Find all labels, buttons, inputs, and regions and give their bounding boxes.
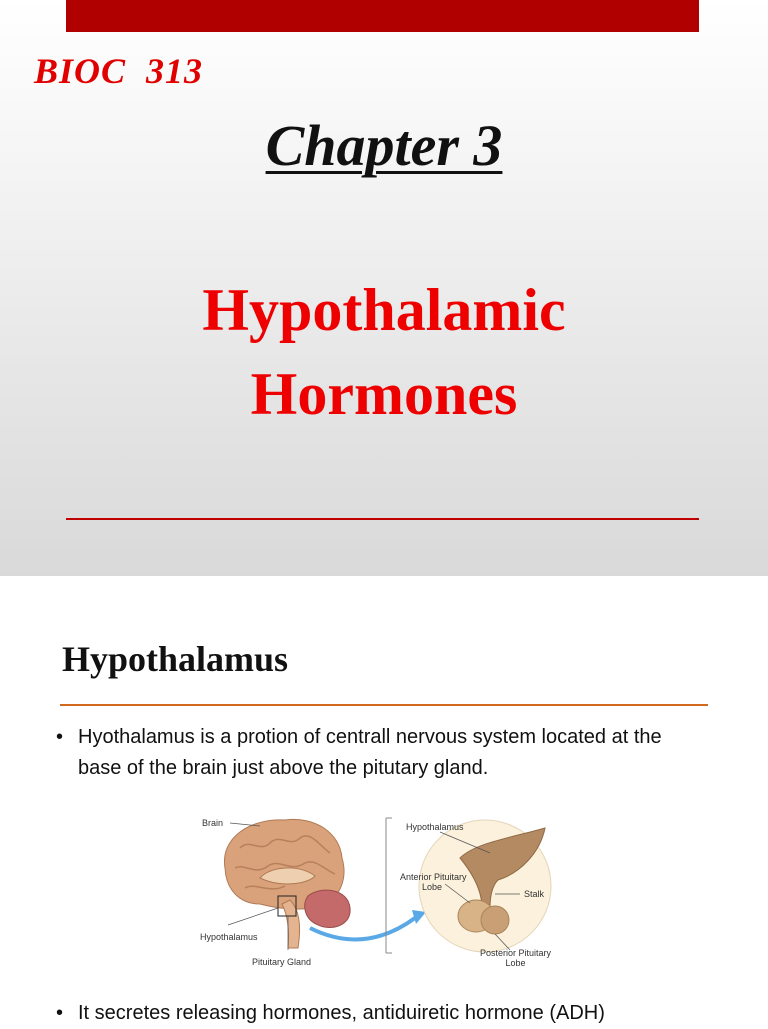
brain-illustration (190, 808, 570, 968)
bullet-text: Hyothalamus is a protion of centrall nervous system located at the base of the brain just above the pitutary gland. (78, 726, 662, 779)
label-hypothalamus-left: Hypothalamus (200, 932, 258, 942)
label-posterior-line2: Lobe (505, 958, 526, 968)
label-anterior-line1: Anterior Pituitary (400, 872, 467, 882)
chapter-heading: Chapter 3 (265, 113, 503, 178)
label-anterior-pituitary (400, 872, 467, 892)
label-posterior-line1: Posterior Pituitary (480, 948, 552, 958)
top-accent-bar (66, 0, 699, 32)
slide-heading: Hypothalamus (62, 639, 289, 679)
label-pituitary-gland: Pituitary Gland (252, 957, 312, 967)
label-posterior-pituitary (480, 948, 551, 968)
label-hypothalamus-right: Hypothalamus (406, 822, 464, 832)
heading-underline (60, 704, 708, 706)
bullet-item (56, 998, 698, 1029)
course-code: BIOC 313 (34, 51, 204, 91)
bullet-text: It secretes releasing hormones, antiduiretic hormone (ADH) (78, 1002, 605, 1024)
bullet-item (56, 722, 698, 784)
bullet-icon: • (56, 1002, 64, 1024)
divider-line (66, 518, 699, 520)
brain-diagram (190, 808, 570, 968)
slide-title-line-1: Hypothalamic (202, 277, 566, 343)
label-brain: Brain (202, 818, 224, 828)
content-slide (0, 576, 768, 1024)
slide-title-line-2: Hormones (250, 361, 518, 427)
label-stalk: Stalk (524, 889, 545, 899)
label-anterior-line2: Lobe (422, 882, 443, 892)
bullet-icon: • (56, 726, 64, 748)
